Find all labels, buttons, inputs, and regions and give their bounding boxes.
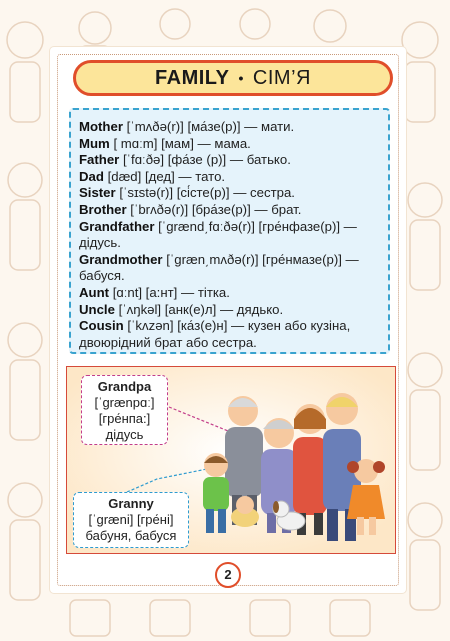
grandpa-label-transcription: [ˈɡrænpɑː] xyxy=(94,395,155,410)
vocab-word: Father xyxy=(79,152,120,168)
vocab-entry xyxy=(79,318,380,351)
granny-label xyxy=(73,492,189,548)
vocab-definition: [ˈɡrænd͵fɑːðə(r)] [гре́нфазе(р)] — дідусь. xyxy=(79,218,357,251)
vocab-definition: [ˈʌŋkəl] [анк(е)л] — дядько. xyxy=(114,301,284,317)
vocab-entry xyxy=(79,219,380,252)
vocab-definition: [ˈbrʌðə(r)] [бра́зе(р)] — брат. xyxy=(126,201,302,217)
vocab-word: Sister xyxy=(79,185,116,201)
title-english: FAMILY xyxy=(155,66,230,89)
vocab-word: Cousin xyxy=(79,318,124,334)
vocab-entry xyxy=(79,136,380,153)
page-number: 2 xyxy=(215,562,241,588)
vocab-word: Grandmother xyxy=(79,251,163,267)
vocab-definition: [ˈfɑːðə] [фа́зе (р)] — батько. xyxy=(119,152,291,168)
vocab-entry xyxy=(79,285,380,302)
vocab-entry xyxy=(79,202,380,219)
granny-label-word: Granny xyxy=(108,496,154,511)
vocab-word: Mum xyxy=(79,135,110,151)
vocab-definition: [ˈɡræn͵mʌðə(r)] [гре́нмазе(р)] — бабуся. xyxy=(79,251,359,284)
vocab-word: Uncle xyxy=(79,301,115,317)
granny-label-translation: бабуня, бабуся xyxy=(85,528,177,543)
vocabulary-box xyxy=(69,108,390,354)
vocab-word: Mother xyxy=(79,119,123,134)
title-separator: • xyxy=(238,70,244,86)
vocab-definition: [ˈkʌzən] [ка́з(е)н] — кузен або кузіна, двоюрідний брат або сестра. xyxy=(79,318,351,350)
vocab-entry xyxy=(79,185,380,202)
grandpa-label-reading: [гре́нпа:] xyxy=(98,411,151,426)
vocab-definition: [dæd] [дед] — тато. xyxy=(103,168,226,184)
title-ukrainian: СІМ’Я xyxy=(252,66,311,89)
grandpa-label-translation: дідусь xyxy=(105,427,144,442)
vocab-entry xyxy=(79,152,380,169)
granny-label-transcription: [ˈɡræni] [гре́ні] xyxy=(88,512,174,527)
grandpa-label xyxy=(81,375,168,445)
grandpa-label-word: Grandpa xyxy=(97,379,152,394)
vocab-entry xyxy=(79,119,380,136)
vocab-definition: [ˈsɪstə(r)] [сі́сте(р)] — сестра. xyxy=(115,185,295,201)
vocab-word: Dad xyxy=(79,168,104,184)
vocab-word: Aunt xyxy=(79,284,110,300)
vocab-entry xyxy=(79,252,380,285)
page-title xyxy=(73,60,393,96)
vocab-definition: [ɑːnt] [а:нт] — тітка. xyxy=(109,284,230,300)
vocab-word: Brother xyxy=(79,201,127,217)
vocab-word: Grandfather xyxy=(79,218,155,234)
vocab-definition: [ˈmʌðə(r)] [ма́зе(р)] — мати. xyxy=(122,119,295,134)
vocab-definition: [ mɑːm] [мам] — мама. xyxy=(109,135,251,151)
vocab-entry xyxy=(79,302,380,319)
vocab-entry xyxy=(79,169,380,186)
